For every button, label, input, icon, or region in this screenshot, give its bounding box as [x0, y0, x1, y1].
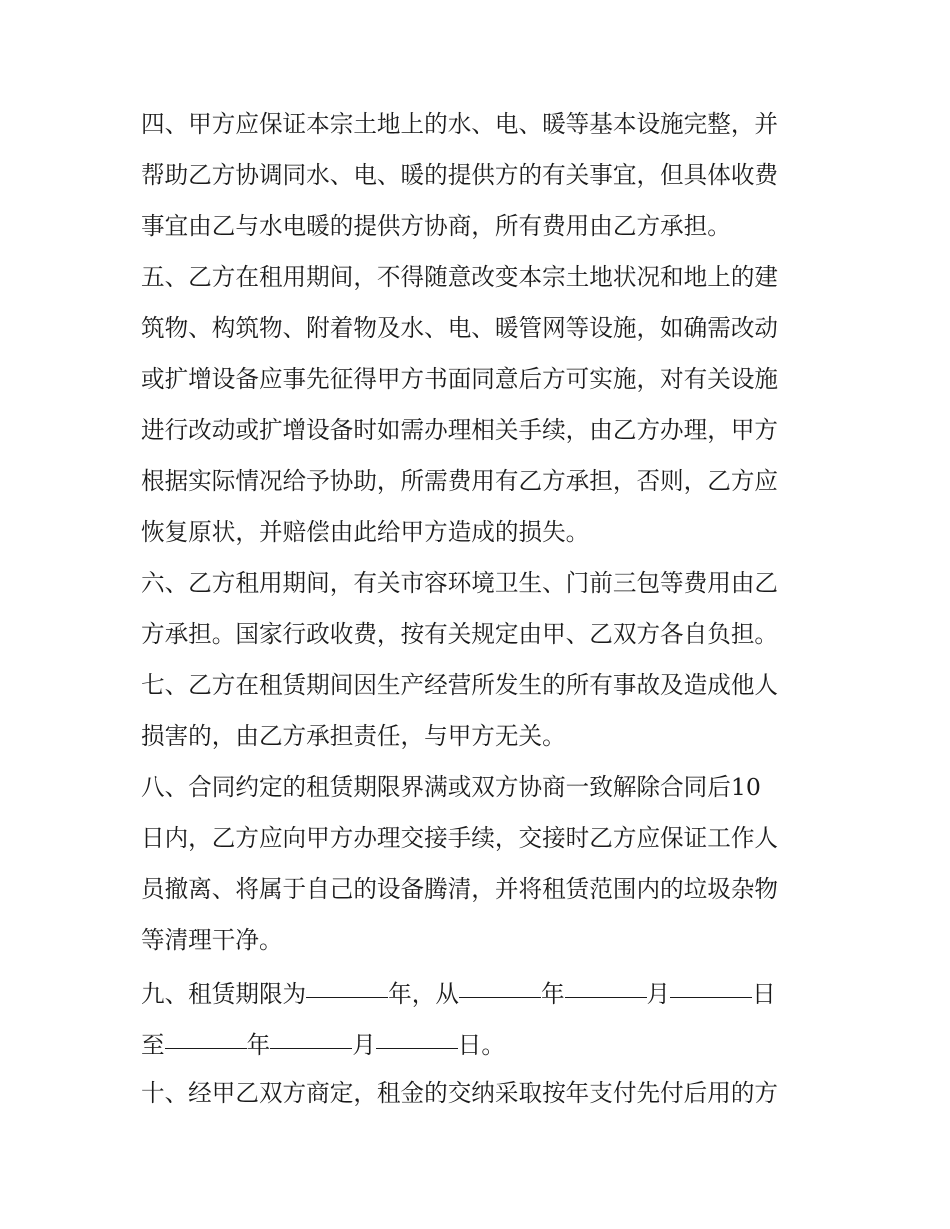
paragraph-line: 七、乙方在租赁期间因生产经营所发生的所有事故及造成他人: [141, 671, 779, 699]
paragraph-line: 进行改动或扩增设备时如需办理相关手续，由乙方办理，甲方: [141, 416, 779, 444]
paragraph-line: 筑物、构筑物、附着物及水、电、暖管网等设施，如确需改动: [141, 314, 779, 342]
blank-field[interactable]: [459, 971, 541, 998]
paragraph-line: 四、甲方应保证本宗土地上的水、电、暖等基本设施完整，并: [141, 110, 779, 138]
day-label: 日: [752, 980, 776, 1008]
blank-field[interactable]: [270, 1022, 352, 1049]
paragraph-line: 十、经甲乙双方商定，租金的交纳采取按年支付先付后用的方: [141, 1079, 779, 1107]
paragraph-line: 日内，乙方应向甲方办理交接手续，交接时乙方应保证工作人: [141, 824, 779, 852]
paragraph-line: 根据实际情况给予协助，所需费用有乙方承担，否则，乙方应: [141, 467, 779, 495]
month-label: 月: [352, 1031, 376, 1059]
paragraph-line: 事宜由乙与水电暖的提供方协商，所有费用由乙方承担。: [141, 212, 731, 240]
lease-term-line: [141, 971, 776, 1011]
paragraph-line: 六、乙方租用期间，有关市容环境卫生、门前三包等费用由乙: [141, 569, 779, 597]
paragraph-line: 损害的，由乙方承担责任，与甲方无关。: [141, 722, 566, 750]
paragraph-line: 或扩增设备应事先征得甲方书面同意后方可实施，对有关设施: [141, 365, 779, 393]
lease-term-end-line: [141, 1022, 505, 1062]
day-label: 日。: [457, 1031, 505, 1059]
paragraph-line: 员撤离、将属于自己的设备腾清，并将租赁范围内的垃圾杂物: [141, 875, 779, 903]
paragraph-line: 等清理干净。: [141, 926, 283, 954]
paragraph-line: 帮助乙方协调同水、电、暖的提供方的有关事宜，但具体收费: [141, 161, 779, 189]
paragraph-line: 恢复原状，并赔偿由此给甲方造成的损失。: [141, 518, 590, 546]
blank-field[interactable]: [165, 1022, 247, 1049]
year-label: 年: [540, 980, 565, 1008]
blank-field[interactable]: [565, 971, 647, 998]
paragraph-line: 八、合同约定的租赁期限界满或双方协商一致解除合同后10: [141, 773, 761, 801]
paragraph-line: 五、乙方在租用期间，不得随意改变本宗土地状况和地上的建: [141, 263, 779, 291]
year-from-label: 年，从: [388, 980, 459, 1008]
year-label: 年: [246, 1031, 271, 1059]
month-label: 月: [646, 980, 671, 1008]
blank-field[interactable]: [670, 971, 752, 998]
paragraph-line: 方承担。国家行政收费，按有关规定由甲、乙双方各自负担。: [141, 620, 779, 648]
blank-field[interactable]: [306, 971, 388, 998]
to-label: 至: [141, 1031, 165, 1059]
lease-term-label: 九、租赁期限为: [141, 980, 307, 1008]
blank-field[interactable]: [376, 1022, 458, 1049]
